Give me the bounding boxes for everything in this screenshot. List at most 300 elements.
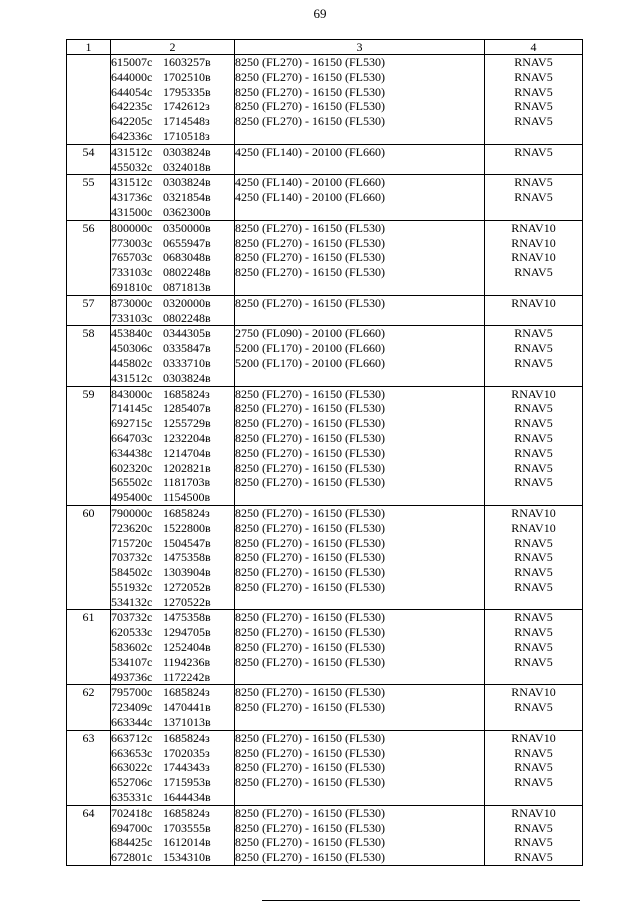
- navigation-spec-cell: [485, 805, 583, 865]
- flight-level-range: 8250 (FL270) - 16150 (FL530): [235, 700, 385, 715]
- navigation-spec: RNAV5: [514, 265, 553, 280]
- coordinate-pair: [111, 221, 234, 236]
- column-header-specification: 4: [485, 40, 583, 55]
- coordinate-pair: [111, 431, 234, 446]
- coordinate-pair: [111, 506, 234, 521]
- latitude: 642235с: [111, 99, 153, 114]
- table-row: [67, 295, 583, 326]
- coordinate-pair: [111, 145, 234, 160]
- navigation-spec: RNAV5: [514, 625, 553, 640]
- latitude: 644000с: [111, 69, 153, 84]
- longitude: 1644434в: [163, 790, 211, 805]
- table-row: [67, 505, 583, 610]
- flight-level-range: 8250 (FL270) - 16150 (FL530): [235, 775, 385, 790]
- longitude: 1294705в: [163, 625, 211, 640]
- latitude: 714145с: [111, 401, 153, 416]
- coordinates-cell: [111, 220, 235, 295]
- flight-level-range: 8250 (FL270) - 16150 (FL530): [235, 505, 385, 520]
- latitude: 663022с: [111, 760, 153, 775]
- flight-level-range: 8250 (FL270) - 16150 (FL530): [235, 445, 385, 460]
- longitude: 0320000в: [163, 295, 211, 310]
- row-number: 58: [67, 326, 111, 386]
- latitude: 723409с: [111, 700, 153, 715]
- table-row: [67, 55, 583, 145]
- navigation-spec-cell: [485, 685, 583, 730]
- coordinate-pair: [111, 580, 234, 595]
- navigation-spec: RNAV5: [514, 745, 553, 760]
- navigation-spec: RNAV5: [514, 535, 553, 550]
- latitude: 534107с: [111, 654, 153, 669]
- flight-level-range: 8250 (FL270) - 16150 (FL530): [235, 610, 385, 625]
- longitude: 0335847в: [163, 341, 211, 356]
- row-number: 60: [67, 505, 111, 610]
- longitude: 1742612з: [163, 99, 210, 114]
- latitude: 715720с: [111, 535, 153, 550]
- latitude: 703732с: [111, 550, 153, 565]
- latitude: 684425с: [111, 835, 153, 850]
- latitude: 692715с: [111, 416, 153, 431]
- row-number: [67, 55, 111, 145]
- table-row: [67, 685, 583, 730]
- coordinates-cell: [111, 805, 235, 865]
- coordinate-pair: [111, 326, 234, 341]
- longitude: 1702510в: [163, 69, 211, 84]
- longitude: 0655947в: [163, 235, 211, 250]
- table-row: [67, 610, 583, 685]
- flight-level-range: 8250 (FL270) - 16150 (FL530): [235, 835, 385, 850]
- table-row: [67, 386, 583, 505]
- navigation-spec-cell: [485, 386, 583, 505]
- coordinate-pair: [111, 175, 234, 190]
- coordinate-pair: [111, 595, 234, 610]
- coordinates-cell: [111, 730, 235, 805]
- navigation-spec-cell: [485, 295, 583, 326]
- coordinate-pair: [111, 461, 234, 476]
- row-number: 63: [67, 730, 111, 805]
- navigation-spec: RNAV5: [514, 430, 553, 445]
- coordinate-pair: [111, 190, 234, 205]
- table-row: [67, 326, 583, 386]
- longitude: 1744343з: [163, 760, 210, 775]
- row-number: 56: [67, 220, 111, 295]
- longitude: 0303824в: [163, 144, 211, 159]
- longitude: 1303904в: [163, 565, 211, 580]
- coordinate-pair: [111, 821, 234, 836]
- flight-level-range: 8250 (FL270) - 16150 (FL530): [235, 295, 385, 310]
- latitude: 634438с: [111, 445, 153, 460]
- coordinate-pair: [111, 416, 234, 431]
- navigation-spec: RNAV5: [514, 820, 553, 835]
- coordinate-pair: [111, 99, 234, 114]
- flight-level-range: 8250 (FL270) - 16150 (FL530): [235, 730, 385, 745]
- navigation-spec-cell: [485, 55, 583, 145]
- coordinates-cell: [111, 175, 235, 220]
- latitude: 615007с: [111, 55, 153, 69]
- latitude: 642205с: [111, 114, 153, 129]
- flight-level-range: 8250 (FL270) - 16150 (FL530): [235, 550, 385, 565]
- coordinate-pair: [111, 850, 234, 865]
- latitude: 453840с: [111, 326, 153, 341]
- coordinates-cell: [111, 326, 235, 386]
- flight-level-range: 2750 (FL090) - 20100 (FL660): [235, 326, 385, 341]
- latitude: 733103с: [111, 265, 153, 280]
- flight-level-range: 8250 (FL270) - 16150 (FL530): [235, 416, 385, 431]
- navigation-spec: RNAV5: [514, 84, 553, 99]
- latitude: 723620с: [111, 520, 153, 535]
- latitude: 431736с: [111, 190, 153, 205]
- coordinate-pair: [111, 625, 234, 640]
- longitude: 0321854в: [163, 190, 211, 205]
- coordinate-pair: [111, 521, 234, 536]
- coordinate-pair: [111, 341, 234, 356]
- longitude: 1194236в: [163, 654, 211, 669]
- navigation-spec: RNAV5: [514, 700, 553, 715]
- flight-level-range: 8250 (FL270) - 16150 (FL530): [235, 760, 385, 775]
- coordinate-pair: [111, 280, 234, 295]
- flight-level-range: 8250 (FL270) - 16150 (FL530): [235, 565, 385, 580]
- flight-level-range: 8250 (FL270) - 16150 (FL530): [235, 114, 385, 129]
- levels-cell: [235, 805, 485, 865]
- coordinate-pair: [111, 536, 234, 551]
- flight-level-range: 8250 (FL270) - 16150 (FL530): [235, 820, 385, 835]
- latitude: 602320с: [111, 460, 153, 475]
- navigation-spec: RNAV5: [514, 326, 553, 341]
- navigation-spec: RNAV10: [511, 520, 556, 535]
- navigation-spec: RNAV5: [514, 416, 553, 431]
- latitude: 565502с: [111, 475, 153, 490]
- latitude: 795700с: [111, 685, 153, 700]
- longitude: 1504547в: [163, 535, 211, 550]
- flight-level-range: 8250 (FL270) - 16150 (FL530): [235, 805, 385, 820]
- table-row: [67, 175, 583, 220]
- row-number: 64: [67, 805, 111, 865]
- levels-cell: [235, 326, 485, 386]
- latitude: 493736с: [111, 669, 153, 684]
- footer-rule: [262, 900, 580, 901]
- coordinate-pair: [111, 806, 234, 821]
- latitude: 873000с: [111, 295, 153, 310]
- routes-table: [66, 39, 583, 866]
- navigation-spec: RNAV5: [514, 550, 553, 565]
- longitude: 0303824в: [163, 370, 211, 385]
- coordinate-pair: [111, 70, 234, 85]
- latitude: 644054с: [111, 84, 153, 99]
- latitude: 431500с: [111, 204, 153, 219]
- flight-level-range: 8250 (FL270) - 16150 (FL530): [235, 220, 385, 235]
- flight-level-range: 8250 (FL270) - 16150 (FL530): [235, 84, 385, 99]
- levels-cell: [235, 55, 485, 145]
- navigation-spec: RNAV10: [511, 730, 556, 745]
- coordinates-cell: [111, 295, 235, 326]
- latitude: 534132с: [111, 594, 153, 609]
- levels-cell: [235, 685, 485, 730]
- longitude: 1202821в: [163, 460, 211, 475]
- coordinate-pair: [111, 715, 234, 730]
- coordinate-pair: [111, 114, 234, 129]
- row-number: 61: [67, 610, 111, 685]
- longitude: 1795335в: [163, 84, 211, 99]
- longitude: 1685824з: [163, 685, 210, 700]
- latitude: 702418с: [111, 805, 153, 820]
- flight-level-range: 4250 (FL140) - 20100 (FL660): [235, 190, 385, 205]
- coordinates-cell: [111, 55, 235, 145]
- coordinate-pair: [111, 610, 234, 625]
- latitude: 620533с: [111, 625, 153, 640]
- navigation-spec: RNAV10: [511, 386, 556, 401]
- latitude: 455032с: [111, 159, 153, 174]
- longitude: 1172242в: [163, 669, 211, 684]
- page-number: 69: [313, 6, 327, 21]
- coordinate-pair: [111, 296, 234, 311]
- coordinate-pair: [111, 565, 234, 580]
- coordinate-pair: [111, 775, 234, 790]
- row-number: 54: [67, 144, 111, 175]
- navigation-spec: RNAV5: [514, 355, 553, 370]
- longitude: 1715953в: [163, 775, 211, 790]
- coordinate-pair: [111, 371, 234, 386]
- column-header-coordinates: 2: [111, 40, 235, 55]
- latitude: 773003с: [111, 235, 153, 250]
- coordinate-pair: [111, 746, 234, 761]
- coordinate-pair: [111, 265, 234, 280]
- flight-level-range: 5200 (FL170) - 20100 (FL660): [235, 355, 385, 370]
- navigation-spec: RNAV10: [511, 220, 556, 235]
- coordinate-pair: [111, 640, 234, 655]
- latitude: 790000с: [111, 505, 153, 520]
- coordinates-cell: [111, 144, 235, 175]
- flight-level-range: 8250 (FL270) - 16150 (FL530): [235, 535, 385, 550]
- flight-level-range: 4250 (FL140) - 20100 (FL660): [235, 175, 385, 190]
- coordinate-pair: [111, 475, 234, 490]
- longitude: 1702035з: [163, 745, 210, 760]
- flight-level-range: 8250 (FL270) - 16150 (FL530): [235, 520, 385, 535]
- longitude: 1685824з: [163, 386, 210, 401]
- table-header-row: [67, 40, 583, 55]
- coordinate-pair: [111, 790, 234, 805]
- longitude: 0303824в: [163, 175, 211, 190]
- flight-level-range: 8250 (FL270) - 16150 (FL530): [235, 430, 385, 445]
- coordinate-pair: [111, 55, 234, 70]
- flight-level-range: 8250 (FL270) - 16150 (FL530): [235, 235, 385, 250]
- coordinate-pair: [111, 550, 234, 565]
- longitude: 1270522в: [163, 594, 211, 609]
- longitude: 1214704в: [163, 445, 211, 460]
- flight-level-range: 8250 (FL270) - 16150 (FL530): [235, 386, 385, 401]
- latitude: 765703с: [111, 250, 153, 265]
- coordinate-pair: [111, 685, 234, 700]
- navigation-spec: RNAV5: [514, 850, 553, 865]
- navigation-spec-cell: [485, 144, 583, 175]
- table-body: [67, 55, 583, 866]
- longitude: 1371013в: [163, 715, 211, 730]
- flight-level-range: 8250 (FL270) - 16150 (FL530): [235, 265, 385, 280]
- coordinate-pair: [111, 835, 234, 850]
- navigation-spec: RNAV5: [514, 175, 553, 190]
- navigation-spec: RNAV5: [514, 144, 553, 159]
- latitude: 733103с: [111, 310, 153, 325]
- longitude: 1232204в: [163, 430, 211, 445]
- levels-cell: [235, 220, 485, 295]
- navigation-spec: RNAV5: [514, 654, 553, 669]
- longitude: 0333710в: [163, 355, 211, 370]
- latitude: 663344с: [111, 715, 153, 730]
- coordinates-cell: [111, 505, 235, 610]
- longitude: 1475358в: [163, 550, 211, 565]
- table-row: [67, 805, 583, 865]
- coordinates-cell: [111, 685, 235, 730]
- flight-level-range: 8250 (FL270) - 16150 (FL530): [235, 625, 385, 640]
- flight-level-range: 8250 (FL270) - 16150 (FL530): [235, 850, 385, 865]
- navigation-spec: RNAV5: [514, 99, 553, 114]
- latitude: 664703с: [111, 430, 153, 445]
- longitude: 1714548з: [163, 114, 210, 129]
- coordinate-pair: [111, 129, 234, 144]
- navigation-spec-cell: [485, 175, 583, 220]
- longitude: 0344305в: [163, 326, 211, 341]
- longitude: 1685824з: [163, 805, 210, 820]
- navigation-spec: RNAV5: [514, 190, 553, 205]
- longitude: 1685824з: [163, 730, 210, 745]
- longitude: 1272052в: [163, 579, 211, 594]
- flight-level-range: 8250 (FL270) - 16150 (FL530): [235, 460, 385, 475]
- flight-level-range: 5200 (FL170) - 20100 (FL660): [235, 341, 385, 356]
- navigation-spec: RNAV5: [514, 445, 553, 460]
- flight-level-range: 8250 (FL270) - 16150 (FL530): [235, 250, 385, 265]
- flight-level-range: 4250 (FL140) - 20100 (FL660): [235, 144, 385, 159]
- levels-cell: [235, 610, 485, 685]
- navigation-spec: RNAV5: [514, 475, 553, 490]
- levels-cell: [235, 175, 485, 220]
- navigation-spec-cell: [485, 730, 583, 805]
- coordinate-pair: [111, 401, 234, 416]
- coordinate-pair: [111, 731, 234, 746]
- navigation-spec: RNAV10: [511, 505, 556, 520]
- longitude: 1255729в: [163, 416, 211, 431]
- latitude: 450306с: [111, 341, 153, 356]
- flight-level-range: 8250 (FL270) - 16150 (FL530): [235, 745, 385, 760]
- longitude: 1475358в: [163, 610, 211, 625]
- longitude: 0683048в: [163, 250, 211, 265]
- navigation-spec: RNAV5: [514, 835, 553, 850]
- longitude: 0802248в: [163, 310, 211, 325]
- navigation-spec-cell: [485, 326, 583, 386]
- coordinate-pair: [111, 250, 234, 265]
- coordinate-pair: [111, 446, 234, 461]
- navigation-spec: RNAV5: [514, 775, 553, 790]
- levels-cell: [235, 505, 485, 610]
- latitude: 663653с: [111, 745, 153, 760]
- latitude: 652706с: [111, 775, 153, 790]
- latitude: 431512с: [111, 370, 153, 385]
- navigation-spec-cell: [485, 610, 583, 685]
- longitude: 1534310в: [163, 850, 211, 865]
- latitude: 694700с: [111, 820, 153, 835]
- flight-level-range: 8250 (FL270) - 16150 (FL530): [235, 579, 385, 594]
- levels-cell: [235, 386, 485, 505]
- latitude: 663712с: [111, 730, 153, 745]
- column-header-levels: 3: [235, 40, 485, 55]
- levels-cell: [235, 144, 485, 175]
- coordinate-pair: [111, 85, 234, 100]
- longitude: 1285407в: [163, 401, 211, 416]
- longitude: 1612014в: [163, 835, 211, 850]
- latitude: 800000с: [111, 220, 153, 235]
- latitude: 584502с: [111, 565, 153, 580]
- flight-level-range: 8250 (FL270) - 16150 (FL530): [235, 55, 385, 69]
- flight-level-range: 8250 (FL270) - 16150 (FL530): [235, 685, 385, 700]
- longitude: 1470441в: [163, 700, 211, 715]
- longitude: 1522800в: [163, 520, 211, 535]
- levels-cell: [235, 295, 485, 326]
- longitude: 0802248в: [163, 265, 211, 280]
- longitude: 1603257в: [163, 55, 211, 69]
- latitude: 551932с: [111, 579, 153, 594]
- navigation-spec: RNAV5: [514, 55, 553, 69]
- latitude: 703732с: [111, 610, 153, 625]
- latitude: 495400с: [111, 490, 153, 505]
- coordinate-pair: [111, 311, 234, 326]
- longitude: 0362300в: [163, 204, 211, 219]
- flight-level-range: 8250 (FL270) - 16150 (FL530): [235, 401, 385, 416]
- flight-level-range: 8250 (FL270) - 16150 (FL530): [235, 69, 385, 84]
- latitude: 843000с: [111, 386, 153, 401]
- navigation-spec: RNAV5: [514, 401, 553, 416]
- longitude: 1703555в: [163, 820, 211, 835]
- latitude: 583602с: [111, 640, 153, 655]
- latitude: 691810с: [111, 279, 153, 294]
- latitude: 445802с: [111, 355, 153, 370]
- longitude: 1252404в: [163, 640, 211, 655]
- coordinates-cell: [111, 610, 235, 685]
- coordinate-pair: [111, 387, 234, 402]
- coordinate-pair: [111, 205, 234, 220]
- coordinate-pair: [111, 356, 234, 371]
- coordinate-pair: [111, 670, 234, 685]
- navigation-spec-cell: [485, 505, 583, 610]
- row-number: 59: [67, 386, 111, 505]
- longitude: 1710518з: [163, 128, 210, 143]
- longitude: 0324018в: [163, 159, 211, 174]
- coordinate-pair: [111, 160, 234, 175]
- coordinate-pair: [111, 490, 234, 505]
- longitude: 1685824з: [163, 505, 210, 520]
- longitude: 1154500в: [163, 490, 211, 505]
- coordinates-cell: [111, 386, 235, 505]
- navigation-spec: RNAV10: [511, 685, 556, 700]
- navigation-spec: RNAV5: [514, 760, 553, 775]
- table-row: [67, 144, 583, 175]
- navigation-spec: RNAV5: [514, 565, 553, 580]
- navigation-spec: RNAV10: [511, 250, 556, 265]
- table-row: [67, 220, 583, 295]
- row-number: 62: [67, 685, 111, 730]
- table-row: [67, 730, 583, 805]
- latitude: 635331с: [111, 790, 153, 805]
- navigation-spec: RNAV5: [514, 341, 553, 356]
- levels-cell: [235, 730, 485, 805]
- coordinate-pair: [111, 760, 234, 775]
- flight-level-range: 8250 (FL270) - 16150 (FL530): [235, 99, 385, 114]
- navigation-spec: RNAV10: [511, 805, 556, 820]
- navigation-spec: RNAV10: [511, 295, 556, 310]
- flight-level-range: 8250 (FL270) - 16150 (FL530): [235, 640, 385, 655]
- latitude: 431512с: [111, 175, 153, 190]
- longitude: 1181703в: [163, 475, 211, 490]
- navigation-spec: RNAV10: [511, 235, 556, 250]
- coordinate-pair: [111, 236, 234, 251]
- coordinate-pair: [111, 655, 234, 670]
- navigation-spec: RNAV5: [514, 610, 553, 625]
